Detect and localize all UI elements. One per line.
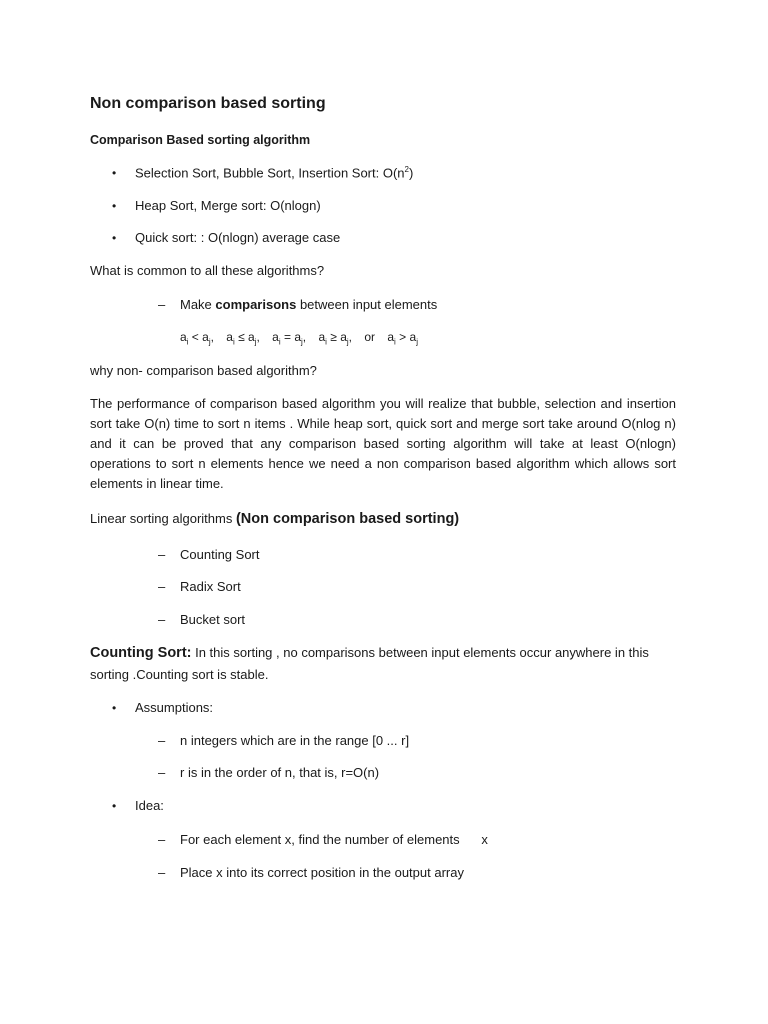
page-title: Non comparison based sorting — [90, 95, 326, 112]
paragraph-line: operations to sort n elements hence we need a non comparison based algorithm which allows sort — [90, 456, 676, 471]
dash-icon: – — [158, 765, 166, 780]
question-why: why non- comparison based algorithm? — [90, 363, 317, 378]
dash-icon: – — [158, 547, 166, 562]
list-item: Idea: — [135, 798, 164, 813]
dash-icon: – — [158, 297, 166, 312]
relation: $a_i \ge a_j$, — [318, 330, 352, 347]
dash-icon: – — [158, 832, 166, 847]
list-item: Make comparisons between input elements — [180, 297, 438, 312]
list-item: Assumptions: — [135, 700, 214, 715]
dash-icon: – — [158, 865, 166, 880]
list-item: Counting Sort — [180, 547, 260, 562]
paragraph-line: The performance of comparison based algorithm you will realize that bubble, selection and insertion — [90, 396, 676, 411]
list-item: Selection Sort, Bubble Sort, Insertion Sort: $O(n^2)$ — [135, 165, 414, 181]
performance-paragraph — [90, 394, 676, 494]
dash-icon: – — [158, 579, 166, 594]
counting-sort-line2: sorting .Counting sort is stable. — [90, 667, 269, 682]
paragraph-line: and it can be proved that any comparison based sorting algorithm will take at least O(nlogn) — [90, 436, 676, 451]
dash-icon: – — [158, 612, 166, 627]
list-item: Heap Sort, Merge sort: O(nlogn) — [135, 198, 321, 213]
list-item: Radix Sort — [180, 579, 241, 594]
list-item: For each element x, find the number of elements x — [180, 832, 488, 847]
counting-sort-intro: Counting Sort: In this sorting , no comparisons between input elements occur anywhere in this — [90, 645, 649, 661]
relation: $a_i = a_j$, — [272, 330, 307, 347]
bullet-icon: • — [112, 231, 117, 245]
relation: $a_i < a_j$, — [180, 330, 214, 347]
bullet-icon: • — [112, 701, 117, 715]
relations-row — [180, 330, 427, 346]
relation: $a_i > a_j$ — [387, 330, 418, 347]
counting-sort-heading: Counting Sort: — [90, 645, 192, 661]
bullet-icon: • — [112, 799, 117, 813]
linear-heading: Linear sorting algorithms (Non comparison based sorting) — [90, 511, 460, 527]
relation: $a_i \le a_j$, — [226, 330, 260, 347]
bullet-icon: • — [112, 199, 117, 213]
dash-icon: – — [158, 733, 166, 748]
list-item: Place x into its correct position in the output array — [180, 865, 464, 880]
section-subtitle: Comparison Based sorting algorithm — [90, 133, 311, 147]
relation-or: or — [364, 330, 376, 344]
paragraph-line: elements in linear time. — [90, 476, 224, 491]
paragraph-line: sort take O(n) time to sort n items . While heap sort, quick sort and merge sort take around O(nlog n) — [90, 416, 676, 431]
list-item: n integers which are in the range [0 ... r] — [180, 733, 410, 748]
list-item: Quick sort: : O(nlogn) average case — [135, 230, 341, 245]
question-common: What is common to all these algorithms? — [90, 263, 325, 278]
list-item: r is in the order of n, that is, r=O(n) — [180, 765, 380, 780]
bullet-icon: • — [112, 166, 117, 180]
list-item: Bucket sort — [180, 612, 246, 627]
